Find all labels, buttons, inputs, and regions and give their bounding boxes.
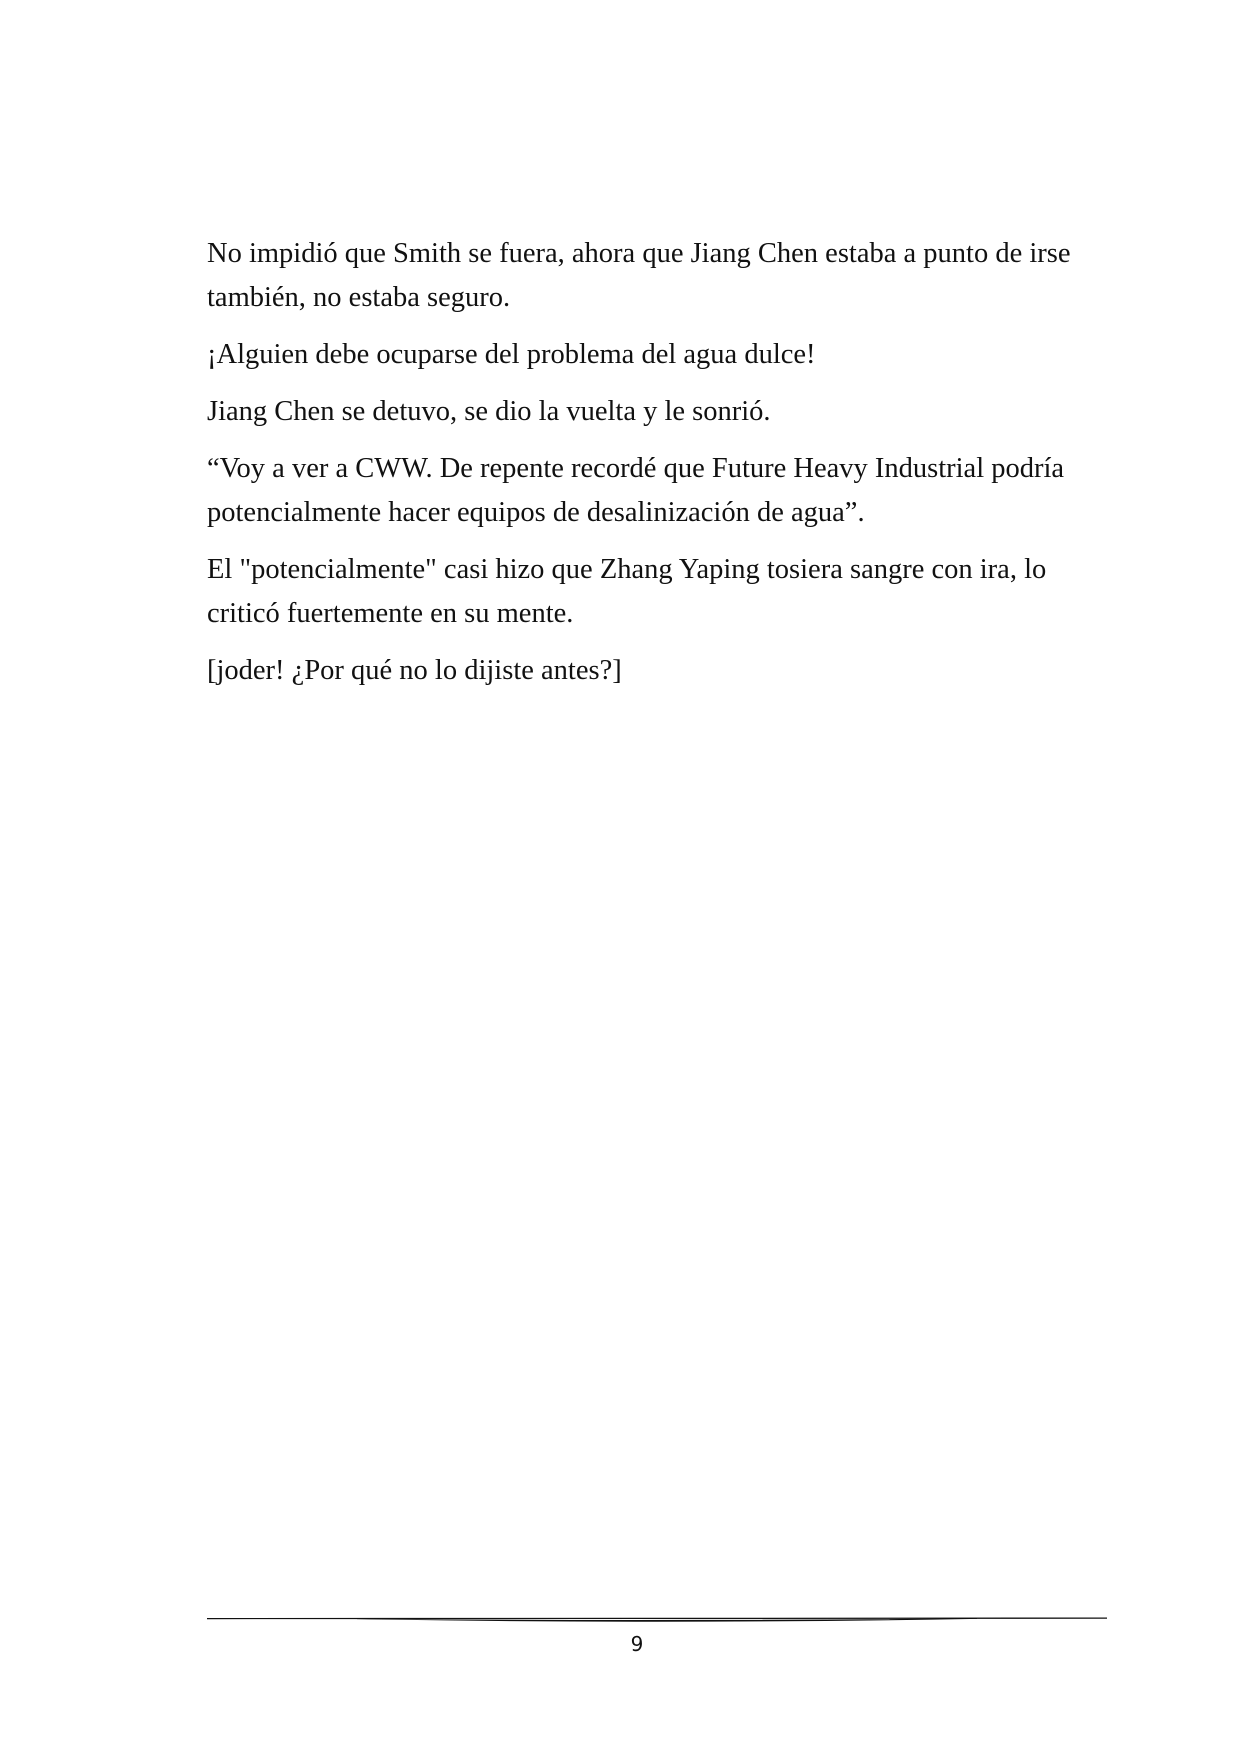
paragraph-4: “Voy a ver a CWW. De repente recordé que Future Heavy Industrial podría potencialmente hacer equipos de desalinización de agua”. — [207, 453, 1065, 528]
paragraph-1: No impidió que Smith se fuera, ahora que Jiang Chen estaba a punto de irse también, no estaba seguro. — [207, 238, 1071, 313]
paragraph-5: El "potencialmente" casi hizo que Zhang Yaping tosiera sangre con ira, lo criticó fuertemente en su mente. — [207, 554, 1047, 629]
page-body — [207, 232, 1087, 706]
page-number: 9 — [630, 1632, 644, 1656]
paragraph-2: ¡Alguien debe ocuparse del problema del agua dulce! — [207, 339, 816, 370]
paragraph-6: [joder! ¿Por qué no lo dijiste antes?] — [207, 655, 622, 686]
paragraph-3: Jiang Chen se detuvo, se dio la vuelta y le sonrió. — [207, 396, 771, 427]
footer-divider — [207, 1612, 1107, 1626]
